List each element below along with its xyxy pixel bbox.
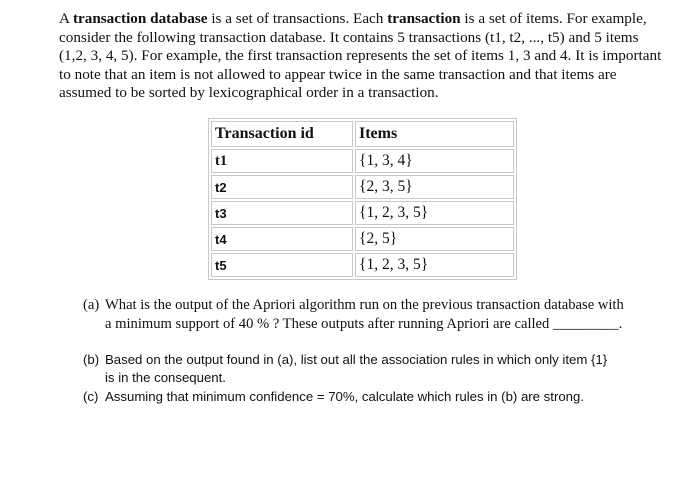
table-row [211,175,514,199]
table-header-row [211,121,514,147]
question-c [83,388,673,406]
table-row [211,227,514,251]
transaction-id-cell: t1 [211,149,353,173]
table-row [211,149,514,173]
question-a-label: (a) [83,297,100,313]
table-row [211,201,514,225]
transaction-id-cell: t2 [211,175,353,199]
header-items: Items [355,121,514,147]
intro-paragraph [59,10,669,103]
question-b-line1: Based on the output found in (a), list out all the association rules in which only item {1} [105,352,608,367]
table-row [211,253,514,277]
transaction-id-cell: t5 [211,253,353,277]
term-transaction-database: transaction database [72,10,208,27]
question-a-line2: a minimum support of 40 % ? These outputs after running Apriori are called _________. [105,315,623,332]
transaction-id-cell: t4 [211,227,353,251]
header-transaction-id: Transaction id [211,121,353,147]
question-a-line1: What is the output of the Apriori algorithm run on the previous transaction database with [105,297,624,313]
items-cell: {1, 2, 3, 5} [355,253,514,277]
question-b-label: (b) [83,352,100,367]
intro-text-2: is a set of transactions. Each [207,10,388,27]
question-b [83,351,673,387]
question-c-label: (c) [83,389,99,404]
items-cell: {2, 3, 5} [355,175,514,199]
term-transaction: transaction [387,10,461,27]
items-cell: {1, 3, 4} [355,149,514,173]
question-b-line2: is in the consequent. [105,370,226,385]
items-cell: {1, 2, 3, 5} [355,201,514,225]
question-c-line1: Assuming that minimum confidence = 70%, calculate which rules in (b) are strong. [105,389,584,404]
intro-text-1: A [59,10,73,27]
intro-text-3: is a set of items. For example, consider the following transaction database. It contains 5 transactions (t1, t2, ..., t5) and 5 items (1,2, 3, 4, 5). For example, the first transaction represents the set of items 1, 3 and 4. It is important to note that an item is not allowed to appear twice in the same transaction and that items are assumed to be sorted by lexicographical order in a transaction. [59,10,662,102]
transaction-table [208,118,517,280]
items-cell: {2, 5} [355,227,514,251]
question-a [83,296,673,333]
transaction-id-cell: t3 [211,201,353,225]
